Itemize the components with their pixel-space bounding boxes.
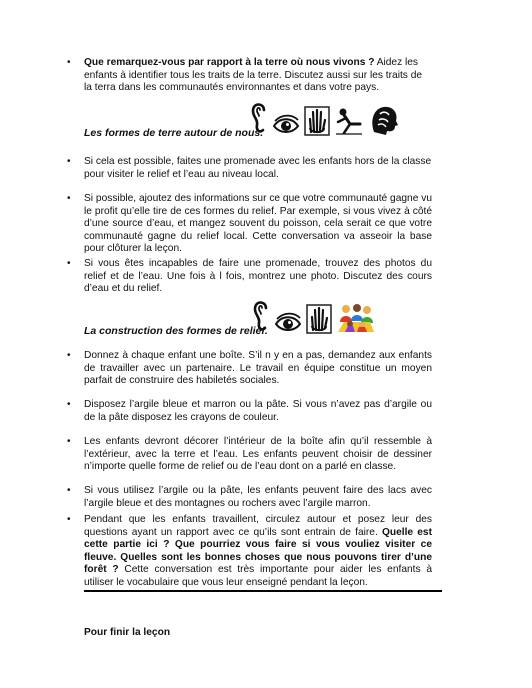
hand-icon — [306, 304, 332, 334]
bullet-dot: • — [67, 57, 71, 68]
eye-icon — [272, 114, 300, 136]
bullet-dot: • — [67, 436, 71, 447]
list-item: • Donnez à chaque enfant une boîte. S’il n y en a pas, demandez aux enfants de travailler avec un partenaire. Le travail en équipe constitue un moyen parfait de construire des habiletés sociales. — [67, 350, 432, 387]
talking-head-icon — [368, 104, 400, 136]
section-divider — [84, 590, 442, 592]
eye-icon — [274, 312, 302, 334]
bullet-dot: • — [67, 350, 71, 361]
list-item: • Si vous utilisez l’argile ou la pâte, les enfants peuvent faire des lacs avec l’argile bleue et des montagnes ou rochers avec l’argile marron. — [67, 485, 432, 509]
list-item: • Disposez l’argile bleue et marron ou la pâte. Si vous n’avez pas d’argile ou de la pâte disposez les crayons de couleur. — [67, 399, 432, 423]
exercise-person-icon — [334, 106, 364, 136]
guiding-questions: Quelle est cette partie ici ? Que pourriez vous faire si vous vouliez visiter ce fleuve. Quelles sont les bonnes choses que nous pouvons tirer d’une forêt ? — [84, 526, 432, 576]
bullet-dot: • — [67, 514, 71, 525]
bullet-dot: • — [67, 258, 71, 269]
bullet-dot: • — [67, 399, 71, 410]
ear-icon — [250, 100, 268, 136]
list-item: • Les enfants devront décorer l’intérieur de la boîte afin qu’il ressemble à l’extérieur, avec la terre et l’eau. Les enfants peuvent choisir de dessiner n’importe quelle forme de relief ou de l’eau dont on a parlé en classe. — [67, 436, 432, 473]
section2-icons — [252, 298, 376, 334]
bullet-dot: • — [67, 485, 71, 496]
intro-bullet — [67, 57, 432, 95]
bullet-dot: • — [67, 156, 71, 167]
section-heading-construction: La construction des formes de relief. — [84, 325, 268, 337]
bullet-dot: • — [67, 193, 71, 204]
group-of-children-icon — [336, 302, 376, 334]
list-item: • Si possible, ajoutez des informations sur ce que votre communauté gagne vu le profit qu’elle tire de ces formes du relief. Par exemple, si vous vivez à côté d’une source d’eau, et mangez souvent du poisson, cela serait ce que votre communauté gagne du relief local. Cette conversation va asseoir la base pour clôturer la leçon. — [67, 193, 432, 255]
list-item — [67, 514, 432, 590]
hand-icon — [304, 106, 330, 136]
ear-icon — [252, 298, 270, 334]
last-bullet-text-1: Pendant que les enfants travaillent, circulez autour et posez leur des questions ayant un rapport avec ce qu’ils sont entrain de faire. — [84, 514, 432, 538]
final-heading: Pour finir la leçon — [84, 627, 171, 638]
section1-icons — [250, 100, 400, 136]
intro-text: Aidez les enfants à identifier tous les traits de la terre. Discutez aussi sur les traits de la terra dans les communautés environnantes et dans votre pays. — [84, 57, 423, 94]
list-item: • Si cela est possible, faites une promenade avec les enfants hors de la classe pour visiter le relief et l’eau au niveau local. — [67, 156, 432, 180]
last-bullet-text-2: Cette conversation est très importante pour aider les enfants à utiliser le vocabulaire que vous leur enseigné pendant la leçon. — [84, 564, 432, 588]
list-item: • Si vous êtes incapables de faire une promenade, trouvez des photos du relief et de l’eau. Une fois à l fois, montrez une photo. Discutez des cours d’eau et du relief. — [67, 258, 432, 295]
section-heading-landforms: Les formes de terre autour de nous. — [84, 127, 264, 139]
intro-question: Que remarquez-vous par rapport à la terre où nous vivons ? — [84, 57, 375, 68]
